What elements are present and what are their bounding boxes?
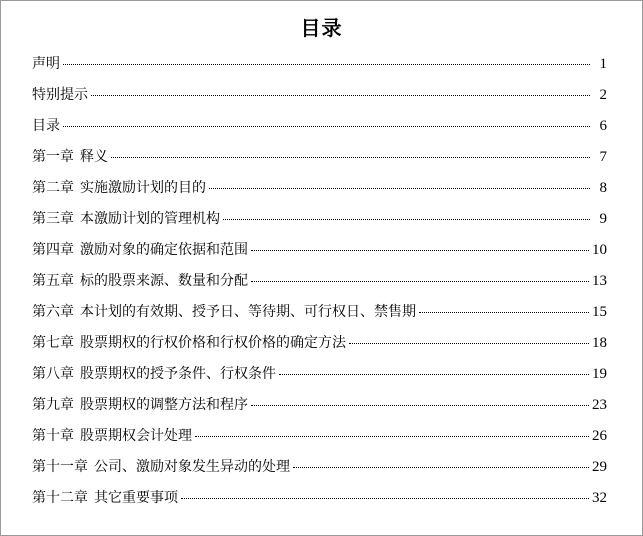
toc-entry-text — [32, 395, 248, 415]
toc-chapter-number: 第七章 — [32, 335, 74, 351]
toc-entry-text — [32, 240, 248, 260]
toc-chapter-number: 第十一章 — [32, 459, 88, 475]
toc-entry[interactable] — [32, 361, 607, 392]
toc-entry-text — [32, 457, 290, 477]
toc-entry-text — [32, 271, 248, 291]
toc-page-number: 8 — [599, 180, 607, 196]
toc-chapter-number: 第八章 — [32, 366, 74, 382]
toc-entry-title: 股票期权的调整方法和程序 — [80, 397, 248, 413]
toc-entry[interactable] — [32, 175, 607, 206]
toc-dot-leader — [181, 497, 589, 499]
toc-entry-title: 股票期权会计处理 — [80, 428, 192, 444]
toc-chapter-number: 第三章 — [32, 211, 74, 227]
toc-entry[interactable] — [32, 485, 607, 516]
toc-entry[interactable] — [32, 113, 607, 144]
toc-dot-leader — [251, 280, 589, 282]
toc-entry[interactable] — [32, 144, 607, 175]
toc-entry[interactable] — [32, 82, 607, 113]
toc-entry-text — [32, 488, 178, 508]
toc-entry-title: 其它重要事项 — [94, 490, 178, 506]
toc-dot-leader — [91, 94, 590, 96]
toc-entry-title: 激励对象的确定依据和范围 — [80, 242, 248, 258]
toc-dot-leader — [63, 125, 590, 127]
toc-dot-leader — [63, 63, 590, 65]
toc-entry-text — [32, 54, 60, 74]
toc-chapter-number: 第十二章 — [32, 490, 88, 506]
toc-page-number: 6 — [599, 118, 607, 134]
toc-entry-text — [32, 333, 346, 353]
toc-dot-leader — [349, 342, 589, 344]
toc-page-number: 13 — [592, 273, 607, 289]
toc-page-number: 23 — [592, 397, 607, 413]
toc-entry[interactable] — [32, 330, 607, 361]
toc-page-number: 1 — [599, 56, 607, 72]
toc-entry-text — [32, 147, 108, 167]
toc-dot-leader — [279, 373, 589, 375]
toc-entry-text — [32, 116, 60, 136]
toc-entry-title: 股票期权的授予条件、行权条件 — [80, 366, 276, 382]
toc-list — [32, 51, 607, 516]
toc-entry-title: 本计划的有效期、授予日、等待期、可行权日、禁售期 — [80, 304, 416, 320]
toc-page-number: 2 — [599, 87, 607, 103]
toc-entry-title: 释义 — [80, 149, 108, 165]
toc-entry-title: 特别提示 — [32, 87, 88, 103]
toc-chapter-number: 第十章 — [32, 428, 74, 444]
toc-entry-title: 实施激励计划的目的 — [80, 180, 206, 196]
toc-page-number: 29 — [592, 459, 607, 475]
toc-entry-title: 目录 — [32, 118, 60, 134]
toc-page-number: 7 — [599, 149, 607, 165]
toc-page-number: 9 — [599, 211, 607, 227]
toc-entry-title: 本激励计划的管理机构 — [80, 211, 220, 227]
toc-entry-text — [32, 302, 416, 322]
toc-entry-title: 标的股票来源、数量和分配 — [80, 273, 248, 289]
toc-page-number: 15 — [592, 304, 607, 320]
toc-dot-leader — [293, 466, 589, 468]
toc-dot-leader — [111, 156, 590, 158]
toc-chapter-number: 第六章 — [32, 304, 74, 320]
toc-entry-title: 声明 — [32, 56, 60, 72]
toc-dot-leader — [195, 435, 589, 437]
toc-chapter-number: 第五章 — [32, 273, 74, 289]
toc-entry[interactable] — [32, 51, 607, 82]
toc-title: 目录 — [300, 16, 343, 40]
toc-entry-text — [32, 85, 88, 105]
toc-entry-text — [32, 209, 220, 229]
toc-page-number: 26 — [592, 428, 607, 444]
toc-chapter-number: 第二章 — [32, 180, 74, 196]
toc-entry-text — [32, 426, 192, 446]
toc-page-number: 18 — [592, 335, 607, 351]
toc-entry[interactable] — [32, 206, 607, 237]
toc-entry-title: 股票期权的行权价格和行权价格的确定方法 — [80, 335, 346, 351]
toc-entry[interactable] — [32, 299, 607, 330]
toc-entry[interactable] — [32, 454, 607, 485]
toc-dot-leader — [251, 249, 589, 251]
toc-dot-leader — [419, 311, 589, 313]
toc-dot-leader — [209, 187, 590, 189]
toc-dot-leader — [251, 404, 589, 406]
toc-entry[interactable] — [32, 268, 607, 299]
toc-dot-leader — [223, 218, 590, 220]
toc-chapter-number: 第九章 — [32, 397, 74, 413]
toc-entry[interactable] — [32, 423, 607, 454]
toc-page-number: 19 — [592, 366, 607, 382]
toc-entry[interactable] — [32, 392, 607, 423]
toc-entry-title: 公司、激励对象发生异动的处理 — [94, 459, 290, 475]
toc-chapter-number: 第一章 — [32, 149, 74, 165]
toc-page-number: 10 — [592, 242, 607, 258]
toc-page-number: 32 — [592, 490, 607, 506]
toc-entry-text — [32, 178, 206, 198]
toc-entry[interactable] — [32, 237, 607, 268]
toc-entry-text — [32, 364, 276, 384]
toc-chapter-number: 第四章 — [32, 242, 74, 258]
